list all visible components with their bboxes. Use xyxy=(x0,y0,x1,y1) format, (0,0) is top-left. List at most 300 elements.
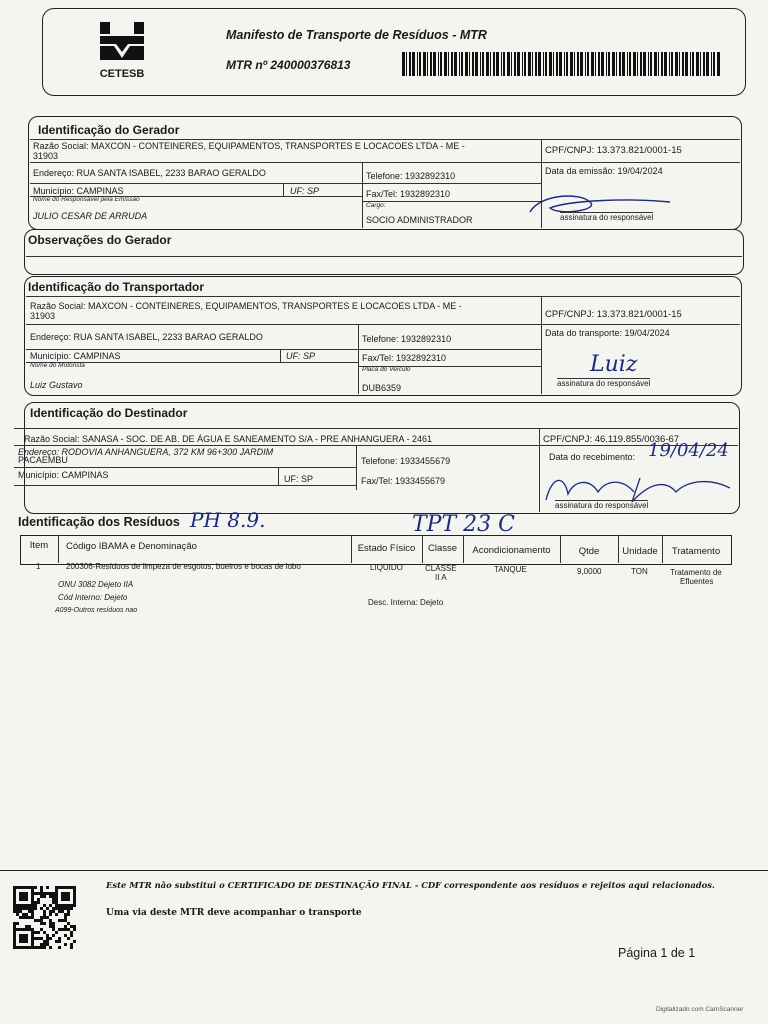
qr-module xyxy=(40,922,43,925)
qr-module xyxy=(43,895,46,898)
qr-module xyxy=(64,934,67,937)
qr-module xyxy=(16,928,19,931)
barcode-bar xyxy=(465,52,468,76)
barcode-bar xyxy=(585,52,586,76)
row-tratamento: Tratamento de xyxy=(670,568,722,577)
qr-module xyxy=(22,916,25,919)
barcode-bar xyxy=(675,52,678,76)
qr-module xyxy=(73,901,76,904)
barcode-bar xyxy=(406,52,407,76)
barcode-bar xyxy=(606,52,607,76)
qr-module xyxy=(22,940,25,943)
qr-module xyxy=(31,940,34,943)
transportador-data-transporte: Data do transporte: 19/04/2024 xyxy=(545,328,670,338)
qr-module xyxy=(22,913,25,916)
qr-module xyxy=(34,937,37,940)
barcode-bar xyxy=(627,52,628,76)
qr-module xyxy=(31,898,34,901)
qr-module xyxy=(40,886,43,889)
barcode-bar xyxy=(612,52,615,76)
qr-module xyxy=(73,904,76,907)
barcode-bar xyxy=(711,52,712,76)
qr-module xyxy=(52,925,55,928)
row-acondicionamento: TANQUE xyxy=(494,565,527,574)
qr-module xyxy=(13,904,16,907)
qr-module xyxy=(58,907,61,910)
qr-module xyxy=(25,892,28,895)
qr-module xyxy=(16,922,19,925)
footer-via: Uma via deste MTR deve acompanhar o transporte xyxy=(106,908,362,918)
barcode-bar xyxy=(564,52,565,76)
qr-module xyxy=(43,913,46,916)
barcode-bar xyxy=(517,52,520,76)
qr-module xyxy=(28,916,31,919)
qr-module xyxy=(34,904,37,907)
qr-module xyxy=(25,937,28,940)
row-a099: A099-Outros resíduos nao xyxy=(55,607,138,614)
col-tratamento: Tratamento xyxy=(671,546,721,557)
qr-module xyxy=(70,931,73,934)
qr-module xyxy=(13,901,16,904)
barcode-bar xyxy=(640,52,642,76)
qr-module xyxy=(31,916,34,919)
qr-module xyxy=(58,940,61,943)
barcode-bar xyxy=(574,52,575,76)
qr-module xyxy=(55,904,58,907)
qr-module xyxy=(19,904,22,907)
qr-module xyxy=(73,925,76,928)
barcode-bar xyxy=(601,52,604,76)
gerador-fax: Fax/Tel: 1932892310 xyxy=(366,189,451,199)
barcode-bar xyxy=(706,52,709,76)
gerador-cnpj: CPF/CNPJ: 13.373.821/0001-15 xyxy=(545,145,682,156)
transportador-endereco: Endereço: RUA SANTA ISABEL, 2233 BARAO GERALDO xyxy=(30,332,263,342)
qr-module xyxy=(43,904,46,907)
qr-module xyxy=(55,931,58,934)
divider xyxy=(0,870,768,871)
qr-module xyxy=(25,946,28,949)
qr-module xyxy=(58,937,61,940)
gerador-assinatura: assinatura do responsável xyxy=(560,213,654,222)
qr-module xyxy=(40,937,43,940)
barcode-bar xyxy=(433,52,436,76)
qr-module xyxy=(67,904,70,907)
barcode-bar xyxy=(717,52,720,76)
qr-module xyxy=(58,910,61,913)
page-number: Página 1 de 1 xyxy=(618,946,696,960)
destinador-data-recebimento-handwritten: 19/04/24 xyxy=(648,440,729,461)
qr-module xyxy=(19,892,22,895)
barcode-bar xyxy=(658,52,659,76)
qr-module xyxy=(13,886,16,889)
qr-module xyxy=(25,916,28,919)
qr-module xyxy=(22,904,25,907)
qr-module xyxy=(43,931,46,934)
qr-module xyxy=(25,886,28,889)
qr-module xyxy=(58,928,61,931)
qr-module xyxy=(19,907,22,910)
qr-module xyxy=(31,910,34,913)
barcode-bar xyxy=(454,52,457,76)
qr-module xyxy=(58,904,61,907)
qr-module xyxy=(22,898,25,901)
barcode-bar xyxy=(459,52,460,76)
barcode-bar xyxy=(472,52,474,76)
qr-module xyxy=(73,889,76,892)
barcode-bar xyxy=(475,52,478,76)
qr-module xyxy=(46,943,49,946)
qr-module xyxy=(34,946,37,949)
barcode-bar xyxy=(559,52,562,76)
qr-module xyxy=(52,922,55,925)
barcode-bar xyxy=(608,52,610,76)
barcode xyxy=(402,52,720,78)
divider xyxy=(26,324,740,325)
divider xyxy=(358,324,359,394)
barcode-bar xyxy=(633,52,636,76)
qr-module xyxy=(61,919,64,922)
barcode-bar xyxy=(566,52,568,76)
qr-module xyxy=(58,946,61,949)
qr-module xyxy=(16,886,19,889)
qr-module xyxy=(25,898,28,901)
gerador-razao-social: Razão Social: MAXCON - CONTEINERES, EQUIPAMENTOS, TRANSPORTES E LOCACOES LTDA - ME - xyxy=(33,141,465,151)
qr-module xyxy=(61,895,64,898)
barcode-bar xyxy=(669,52,670,76)
qr-module xyxy=(55,886,58,889)
qr-module xyxy=(31,928,34,931)
gerador-telefone: Telefone: 1932892310 xyxy=(366,171,456,181)
gerador-municipio: Município: CAMPINAS xyxy=(33,186,124,196)
qr-module xyxy=(67,892,70,895)
barcode-bar xyxy=(538,52,541,76)
qr-module xyxy=(31,889,34,892)
qr-module xyxy=(31,937,34,940)
qr-module xyxy=(25,895,28,898)
gerador-cargo: SOCIO ADMINISTRADOR xyxy=(366,215,473,225)
qr-module xyxy=(64,898,67,901)
barcode-bar xyxy=(440,52,442,76)
destinador-endereco: Endereço: RODOVIA ANHANGUERA, 372 KM 96+300 JARDIM xyxy=(18,447,274,457)
barcode-bar xyxy=(598,52,600,76)
barcode-bar xyxy=(493,52,495,76)
qr-module xyxy=(73,898,76,901)
barcode-bar xyxy=(587,52,589,76)
qr-module xyxy=(52,910,55,913)
qr-module xyxy=(22,895,25,898)
row-classe-cont: II A xyxy=(435,573,447,582)
barcode-bar xyxy=(622,52,625,76)
barcode-bar xyxy=(570,52,573,76)
qr-module xyxy=(52,928,55,931)
qr-module xyxy=(67,907,70,910)
qr-module xyxy=(13,937,16,940)
qr-module xyxy=(16,904,19,907)
qr-module xyxy=(19,895,22,898)
barcode-bar xyxy=(532,52,533,76)
qr-module xyxy=(55,895,58,898)
qr-module xyxy=(40,946,43,949)
barcode-bar xyxy=(637,52,638,76)
qr-module xyxy=(70,946,73,949)
qr-module xyxy=(64,943,67,946)
qr-module xyxy=(43,922,46,925)
qr-module xyxy=(61,910,64,913)
qr-module xyxy=(46,892,49,895)
qr-module xyxy=(19,910,22,913)
divider xyxy=(26,349,542,350)
barcode-bar xyxy=(522,52,523,76)
qr-module xyxy=(37,931,40,934)
qr-module xyxy=(25,925,28,928)
qr-module xyxy=(13,892,16,895)
barcode-bar xyxy=(648,52,649,76)
barcode-bar xyxy=(556,52,558,76)
barcode-bar xyxy=(427,52,428,76)
qr-module xyxy=(67,886,70,889)
qr-module xyxy=(52,895,55,898)
qr-module xyxy=(61,886,64,889)
qr-module xyxy=(34,886,37,889)
col-estado-fisico: Estado Físico xyxy=(357,543,416,554)
scanner-watermark: Digitalizado com CamScanner xyxy=(656,1006,744,1013)
divider xyxy=(30,162,740,163)
barcode-bar xyxy=(595,52,596,76)
qr-module xyxy=(19,886,22,889)
col-unidade: Unidade xyxy=(622,546,658,557)
destinador-assinatura: assinatura do responsável xyxy=(555,501,649,510)
qr-module xyxy=(73,928,76,931)
qr-module xyxy=(13,907,16,910)
barcode-bar xyxy=(503,52,505,76)
qr-module xyxy=(22,946,25,949)
transportador-motorista: Luiz Gustavo xyxy=(30,380,83,390)
qr-module xyxy=(40,919,43,922)
qr-module xyxy=(46,940,49,943)
qr-module xyxy=(19,937,22,940)
row-item: 1 xyxy=(36,562,41,571)
qr-module xyxy=(13,946,16,949)
logo-text: CETESB xyxy=(99,68,145,80)
qr-module xyxy=(28,886,31,889)
qr-module xyxy=(43,916,46,919)
qr-module xyxy=(61,928,64,931)
barcode-bar xyxy=(444,52,447,76)
transportador-placa-label: Placa do Veículo xyxy=(362,366,411,373)
residuos-ph-handwritten: PH 8.9. xyxy=(190,508,266,532)
qr-module xyxy=(16,913,19,916)
qr-module xyxy=(49,892,52,895)
qr-module xyxy=(64,916,67,919)
barcode-bar xyxy=(524,52,526,76)
qr-module xyxy=(37,946,40,949)
qr-module xyxy=(13,934,16,937)
qr-module xyxy=(28,907,31,910)
qr-module xyxy=(40,907,43,910)
qr-module xyxy=(13,895,16,898)
qr-module xyxy=(55,898,58,901)
qr-module xyxy=(19,946,22,949)
gerador-responsavel: JULIO CESAR DE ARRUDA xyxy=(33,211,148,221)
divider xyxy=(14,467,356,468)
destinador-uf: UF: SP xyxy=(284,474,314,484)
barcode-bar xyxy=(480,52,481,76)
divider xyxy=(356,445,357,490)
barcode-bar xyxy=(482,52,484,76)
cetesb-emblem-icon xyxy=(92,20,152,64)
qr-module xyxy=(31,886,34,889)
qr-module xyxy=(16,910,19,913)
col-classe: Classe xyxy=(427,543,458,554)
transportador-placa: DUB6359 xyxy=(362,383,402,393)
qr-module xyxy=(16,946,19,949)
barcode-bar xyxy=(501,52,502,76)
barcode-bar xyxy=(423,52,426,76)
qr-module xyxy=(34,931,37,934)
qr-module xyxy=(31,901,34,904)
barcode-bar xyxy=(580,52,583,76)
transportador-razao-social: Razão Social: MAXCON - CONTEINERES, EQUIPAMENTOS, TRANSPORTES E LOCACOES LTDA - ME - xyxy=(30,301,462,311)
barcode-bar xyxy=(664,52,667,76)
qr-module xyxy=(28,925,31,928)
qr-module xyxy=(64,895,67,898)
divider xyxy=(362,201,542,202)
cetesb-logo xyxy=(92,20,152,80)
destinador-telefone: Telefone: 1933455679 xyxy=(361,456,451,466)
col-qtde: Qtde xyxy=(578,546,600,557)
qr-module xyxy=(52,898,55,901)
gerador-endereco: Endereço: RUA SANTA ISABEL, 2233 BARAO GERALDO xyxy=(33,168,266,178)
qr-module xyxy=(49,937,52,940)
qr-module xyxy=(64,919,67,922)
qr-module xyxy=(13,889,16,892)
qr-module xyxy=(49,922,52,925)
barcode-bar xyxy=(417,52,418,76)
barcode-bar xyxy=(528,52,531,76)
barcode-bar xyxy=(577,52,579,76)
transportador-motorista-label: Nome do Motorista xyxy=(30,362,85,369)
qr-module xyxy=(13,931,16,934)
qr-module xyxy=(67,895,70,898)
qr-module xyxy=(49,919,52,922)
barcode-bar xyxy=(700,52,701,76)
qr-module xyxy=(49,913,52,916)
qr-module xyxy=(64,925,67,928)
barcode-bar xyxy=(535,52,537,76)
col-acondicionamento: Acondicionamento xyxy=(472,545,551,556)
qr-module xyxy=(34,892,37,895)
divider xyxy=(26,296,740,297)
qr-module xyxy=(16,907,19,910)
divider xyxy=(30,139,740,140)
barcode-bar xyxy=(402,52,405,76)
qr-module xyxy=(43,946,46,949)
qr-module xyxy=(19,898,22,901)
qr-module xyxy=(58,886,61,889)
divider xyxy=(14,428,738,429)
destinador-municipio: Município: CAMPINAS xyxy=(18,470,109,480)
qr-module xyxy=(55,889,58,892)
qr-module xyxy=(73,886,76,889)
residuos-title: Identificação dos Resíduos xyxy=(18,515,180,529)
qr-module xyxy=(52,907,55,910)
qr-module xyxy=(70,943,73,946)
qr-module xyxy=(37,901,40,904)
qr-module xyxy=(46,886,49,889)
qr-module xyxy=(31,946,34,949)
qr-module xyxy=(67,922,70,925)
qr-module xyxy=(70,886,73,889)
gerador-data-emissao: Data da emissão: 19/04/2024 xyxy=(545,166,663,176)
qr-module xyxy=(13,925,16,928)
qr-module xyxy=(28,910,31,913)
qr-module xyxy=(67,937,70,940)
qr-module xyxy=(13,940,16,943)
qr-module xyxy=(55,940,58,943)
qr-module xyxy=(25,907,28,910)
qr-module xyxy=(37,898,40,901)
qr-module xyxy=(46,934,49,937)
transportador-title: Identificação do Transportador xyxy=(28,280,205,294)
qr-module xyxy=(55,892,58,895)
qr-module xyxy=(43,910,46,913)
barcode-bar xyxy=(490,52,491,76)
barcode-bar xyxy=(514,52,516,76)
mtr-number: MTR nº 240000376813 xyxy=(226,58,351,72)
qr-module xyxy=(28,928,31,931)
barcode-bar xyxy=(448,52,449,76)
row-codigo: 200306-Resíduos de limpeza de esgotos, bueiros e bocas de lobo xyxy=(66,562,301,571)
transportador-cnpj: CPF/CNPJ: 13.373.821/0001-15 xyxy=(545,309,682,320)
qr-module xyxy=(64,892,67,895)
divider xyxy=(26,256,742,257)
qr-module xyxy=(34,907,37,910)
qr-module xyxy=(31,913,34,916)
qr-module xyxy=(64,928,67,931)
residuos-tpt-handwritten: TPT 23 C xyxy=(412,512,515,537)
qr-module xyxy=(31,907,34,910)
transportador-fax: Fax/Tel: 1932892310 xyxy=(362,353,447,363)
qr-module xyxy=(13,910,16,913)
qr-module xyxy=(64,904,67,907)
qr-module xyxy=(55,913,58,916)
barcode-bar xyxy=(650,52,652,76)
barcode-bar xyxy=(469,52,470,76)
qr-module xyxy=(61,892,64,895)
barcode-bar xyxy=(616,52,617,76)
qr-module xyxy=(22,928,25,931)
qr-module xyxy=(28,946,31,949)
qr-module xyxy=(19,940,22,943)
qr-module xyxy=(58,919,61,922)
qr-module xyxy=(25,928,28,931)
qr-module xyxy=(22,934,25,937)
barcode-bar xyxy=(690,52,691,76)
qr-module xyxy=(13,943,16,946)
gerador-title: Identificação do Gerador xyxy=(38,123,180,137)
barcode-bar xyxy=(496,52,499,76)
qr-module xyxy=(31,934,34,937)
qr-module xyxy=(31,943,34,946)
qr-module xyxy=(13,898,16,901)
qr-module xyxy=(49,904,52,907)
qr-module xyxy=(40,895,43,898)
barcode-bar xyxy=(696,52,699,76)
qr-module xyxy=(37,937,40,940)
qr-module xyxy=(40,916,43,919)
qr-module xyxy=(67,898,70,901)
transportador-razao-social-cont: 31903 xyxy=(30,311,56,321)
